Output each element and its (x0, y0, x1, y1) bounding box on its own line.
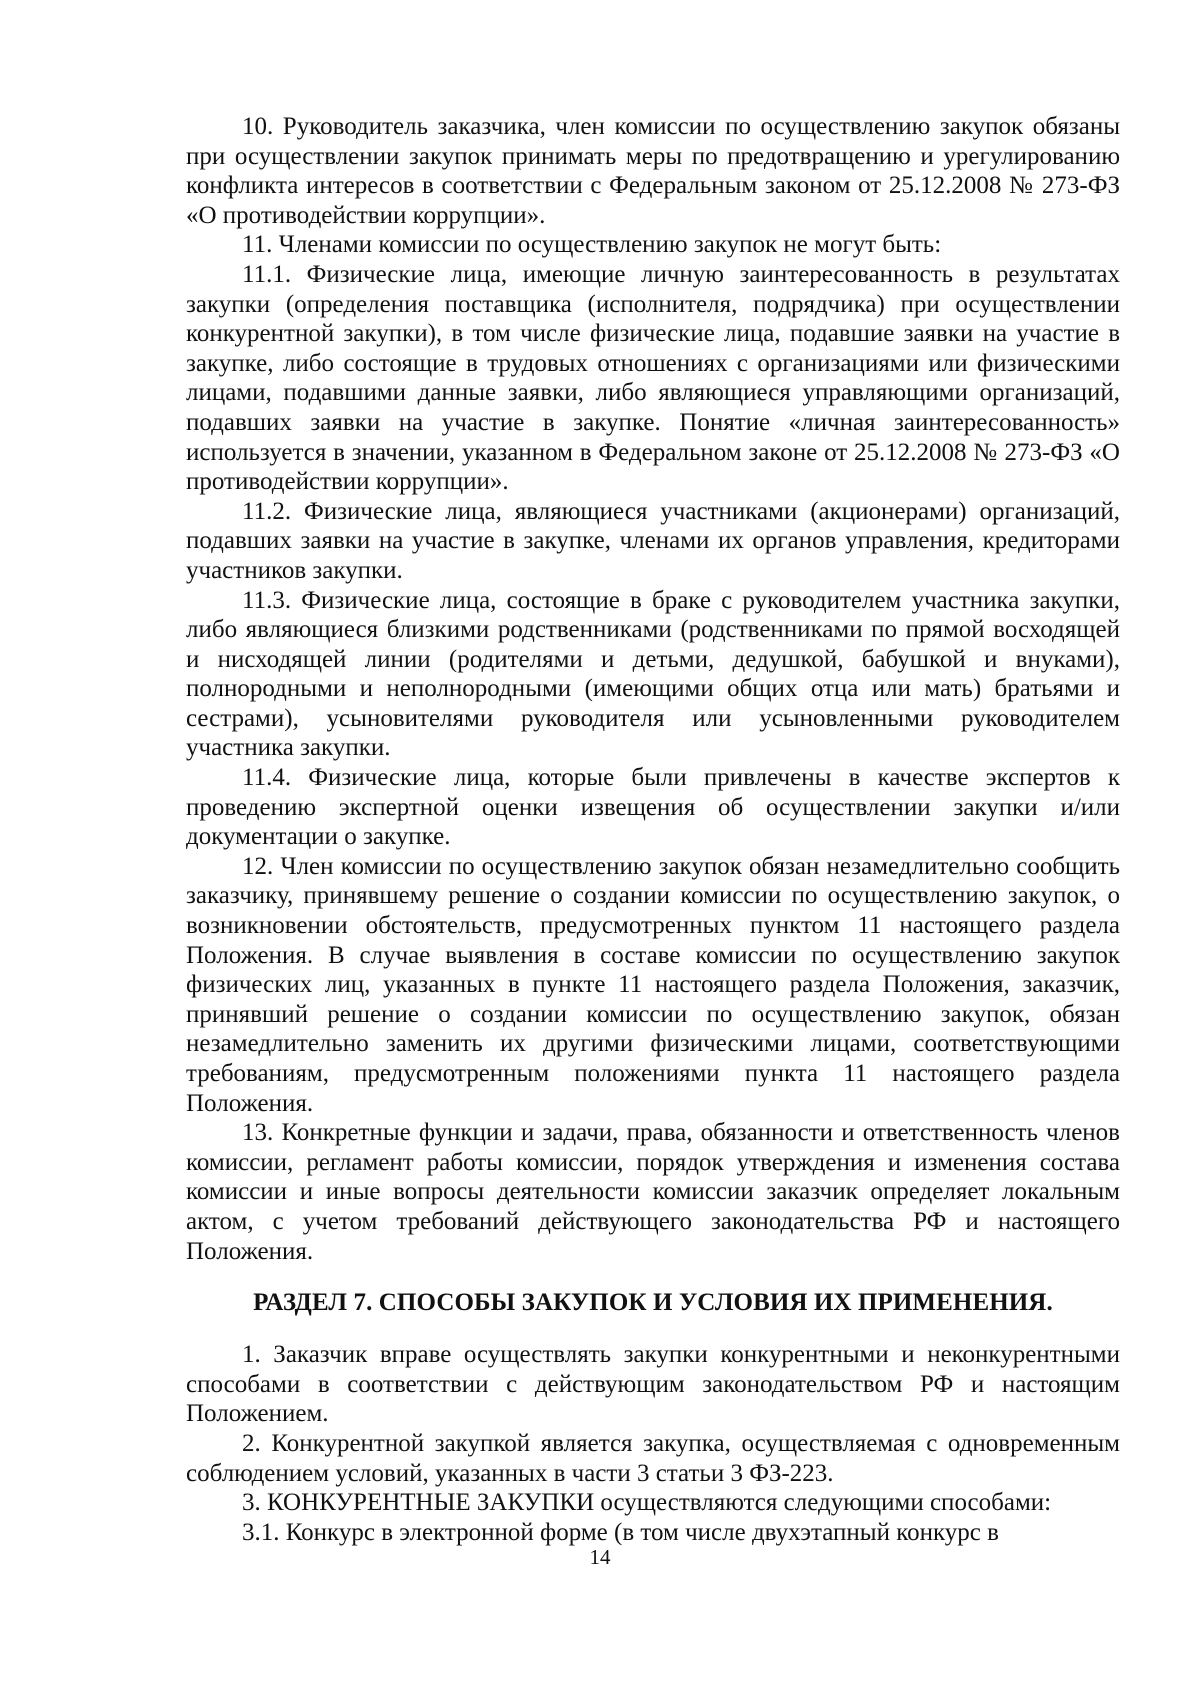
section7-paragraph-3: 3. КОНКУРЕНТНЫЕ ЗАКУПКИ осуществляются следующими способами: (242, 1489, 1052, 1517)
paragraph-11-2: 11.2. Физические лица, являющиеся участниками (акционерами) организаций, подавших заявки на участие в закупке, членами их органов управления, кредиторами участников закупки. (186, 497, 1120, 584)
paragraph-12: 12. Член комиссии по осуществлению закупок обязан незамедлительно сообщить заказчику, принявшему решение о создании комиссии по осуществлению закупок, о возникновении обстоятельств, предусмотренных пунктом 11 настоящего раздела Положения. В случае выявления в составе комиссии по осуществлению закупок физических лиц, указанных в пункте 11 настоящего раздела Положения, заказчик, принявший решение о создании комиссии по осуществлению закупок, обязан незамедлительно заменить их другими физическими лицами, соответствующими требованиям, предусмотренным положениями пункта 11 настоящего раздела Положения. (186, 852, 1120, 1117)
page-number: 14 (589, 1545, 611, 1569)
page-body (186, 112, 1120, 1547)
paragraph-11-1: 11.1. Физические лица, имеющие личную заинтересованность в результатах закупки (определения поставщика (исполнителя, подрядчика) при осуществлении конкурентной закупки), в том числе физические лица, подавшие заявки на участие в закупке, либо состоящие в трудовых отношениях с организациями или физическими лицами, подавшими данные заявки, либо являющиеся управляющими организаций, подавших заявки на участие в закупке. Понятие «личная заинтересованность» используется в значении, указанном в Федеральном законе от 25.12.2008 № 273-ФЗ «О противодействии коррупции». (186, 260, 1120, 496)
paragraph-10: 10. Руководитель заказчика, член комиссии по осуществлению закупок обязаны при осуществлении закупок принимать меры по предотвращению и урегулированию конфликта интересов в соответствии с Федеральным законом от 25.12.2008 № 273-ФЗ «О противодействии коррупции». (186, 113, 1120, 229)
section7-paragraph-3-1: 3.1. Конкурс в электронной форме (в том числе двухэтапный конкурс в (242, 1518, 999, 1546)
paragraph-13: 13. Конкретные функции и задачи, права, обязанности и ответственность членов комиссии, регламент работы комиссии, порядок утверждения и изменения состава комиссии и иные вопросы деятельности комиссии заказчик определяет локальным актом, с учетом требований действующего законодательства РФ и настоящего Положения. (186, 1119, 1120, 1265)
section-heading: РАЗДЕЛ 7. СПОСОБЫ ЗАКУПОК И УСЛОВИЯ ИХ ПРИМЕНЕНИЯ. (253, 1289, 1053, 1317)
paragraph-11-3: 11.3. Физические лица, состоящие в браке с руководителем участника закупки, либо являющиеся близкими родственниками (родственниками по прямой восходящей и нисходящей линии (родителями и детьми, дедушкой, бабушкой и внуками), полнородными и неполнородными (имеющими общих отца или мать) братьями и сестрами), усыновителями руководителя или усыновленными руководителем участника закупки. (186, 586, 1120, 762)
section7-paragraph-1: 1. Заказчик вправе осуществлять закупки конкурентными и неконкурентными способами в соответствии с действующим законодательством РФ и настоящим Положением. (186, 1341, 1120, 1428)
paragraph-11: 11. Членами комиссии по осуществлению закупок не могут быть: (242, 231, 942, 259)
section7-paragraph-2: 2. Конкурентной закупкой является закупка, осуществляемая с одновременным соблюдением условий, указанных в части 3 статьи 3 ФЗ-223. (186, 1429, 1120, 1487)
paragraph-11-4: 11.4. Физические лица, которые были привлечены в качестве экспертов к проведению экспертной оценки извещения об осуществлении закупки и/или документации о закупке. (186, 764, 1120, 851)
